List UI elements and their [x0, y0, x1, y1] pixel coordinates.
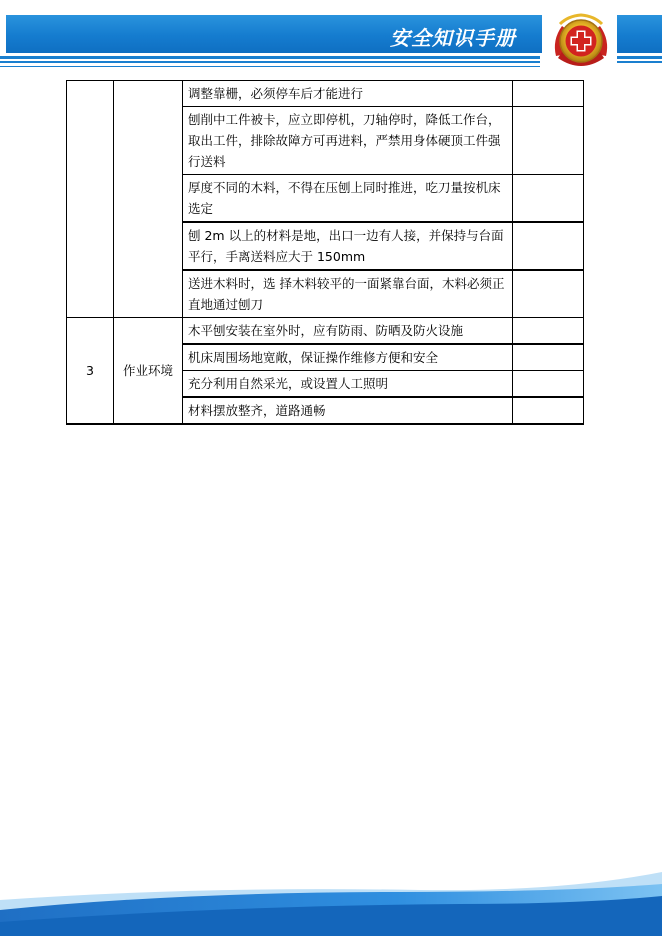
check-result-cell [513, 81, 584, 107]
page-header-title: 安全知识手册 [390, 26, 516, 50]
national-emblem-cross-icon [548, 12, 614, 72]
item-category-cell: 作业环境 [114, 318, 183, 425]
check-result-cell [513, 175, 584, 223]
check-result-cell [513, 270, 584, 318]
requirement-cell: 木平刨安装在室外时，应有防雨、防晒及防火设施 [183, 318, 513, 345]
requirement-cell: 刨 2m 以上的材料是地，出口一边有人接，并保持与台面平行，手离送料应大于 150mm [183, 222, 513, 270]
requirement-cell: 调整靠栅，必须停车后才能进行 [183, 81, 513, 107]
requirement-cell: 厚度不同的木料，不得在压刨上同时推进，吃刀量按机床选定 [183, 175, 513, 223]
item-number-cell: 3 [67, 318, 114, 425]
check-result-cell [513, 107, 584, 175]
item-category-cell-continued [114, 81, 183, 318]
table-row [67, 81, 584, 107]
check-result-cell [513, 397, 584, 424]
requirement-cell: 机床周围场地宽敞，保证操作维修方便和安全 [183, 344, 513, 371]
requirement-cell: 材料摆放整齐，道路通畅 [183, 397, 513, 424]
check-result-cell [513, 222, 584, 270]
safety-checklist-table [66, 80, 584, 425]
footer-wave-decoration [0, 870, 662, 936]
requirement-cell: 刨削中工件被卡，应立即停机，刀轴停时，降低工作台，取出工件，排除故障方可再进料，严禁用身体硬顶工件强行送料 [183, 107, 513, 175]
header-rule [0, 56, 540, 59]
check-result-cell [513, 344, 584, 371]
check-result-cell [513, 318, 584, 345]
table-row [67, 318, 584, 345]
requirement-cell: 送进木料时，选 择木料较平的一面紧靠台面，木料必须正直地通过刨刀 [183, 270, 513, 318]
header-rule-right [617, 61, 662, 63]
item-number-cell-continued [67, 81, 114, 318]
header-rule [0, 61, 540, 63]
header-rule [0, 66, 540, 67]
check-result-cell [513, 371, 584, 398]
safety-checklist-table-wrapper [66, 80, 583, 425]
header-banner-right [617, 15, 662, 53]
requirement-cell: 充分利用自然采光，或设置人工照明 [183, 371, 513, 398]
header-rule-right [617, 56, 662, 59]
